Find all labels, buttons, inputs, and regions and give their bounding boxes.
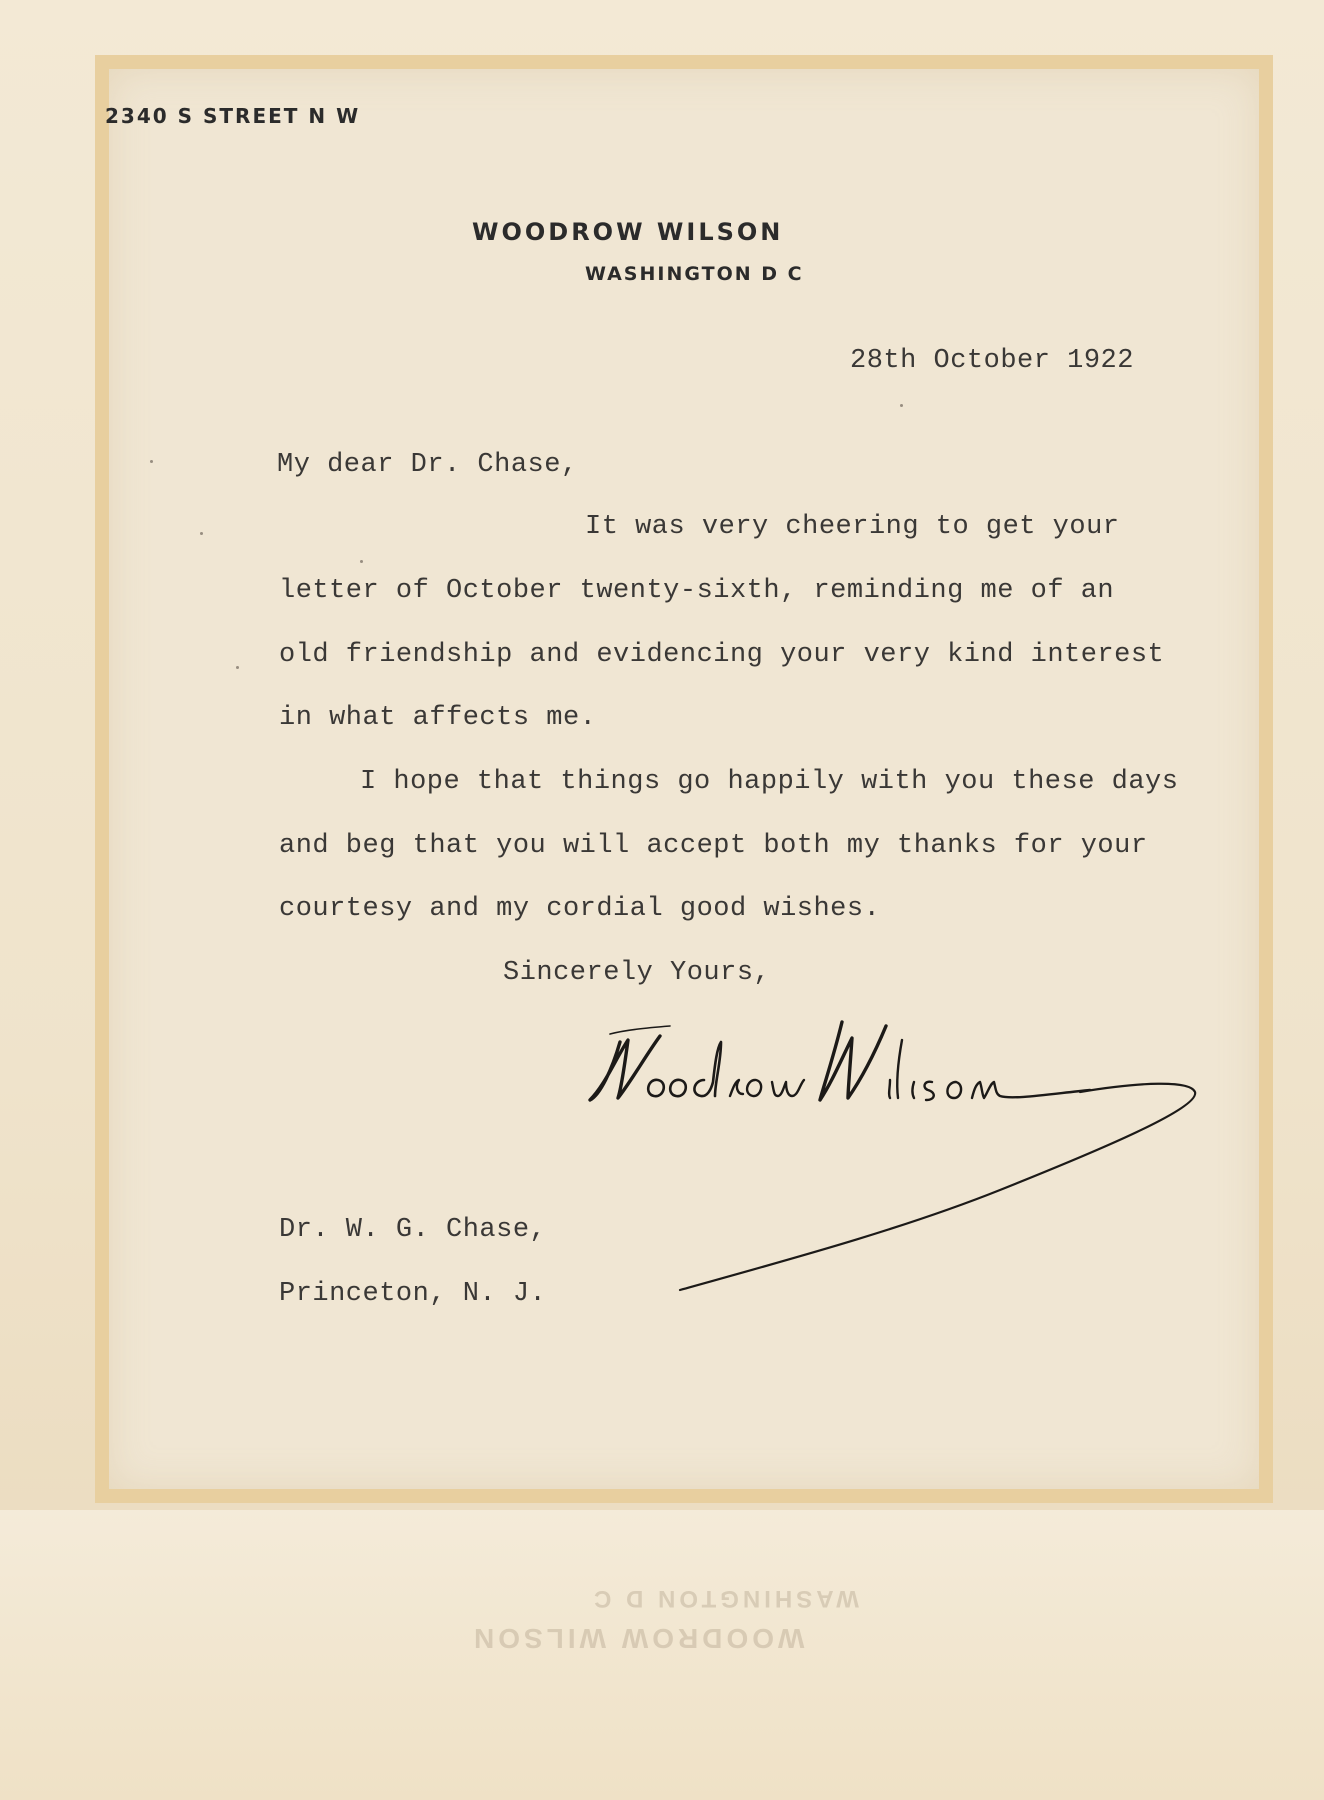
paper-speck: [900, 404, 903, 407]
letterhead-name: WOODROW WILSON: [472, 218, 784, 246]
paper-speck: [200, 532, 203, 535]
body-line: letter of October twenty-sixth, reminding me of an: [279, 576, 1115, 606]
body-line: and beg that you will accept both my thanks for your: [279, 831, 1148, 861]
body-line: I hope that things go happily with you these days: [360, 767, 1179, 797]
closing: Sincerely Yours,: [503, 958, 771, 988]
paper-speck: [360, 560, 363, 563]
body-line: old friendship and evidencing your very kind interest: [279, 640, 1165, 670]
paper-speck: [150, 460, 153, 463]
offset-ghost-line2: WOODROW WILSON: [470, 1623, 805, 1654]
letterhead-address: 2340 S STREET N W: [105, 104, 361, 128]
recipient-city: Princeton, N. J.: [279, 1279, 547, 1309]
lower-mount: [0, 1510, 1324, 1800]
recipient-name: Dr. W. G. Chase,: [279, 1215, 547, 1245]
offset-ghost-line1: WASHINGTON D C: [590, 1585, 859, 1612]
body-line: in what affects me.: [279, 703, 597, 733]
salutation: My dear Dr. Chase,: [277, 450, 578, 480]
signature: [580, 1000, 1260, 1300]
letter-date: 28th October 1922: [850, 346, 1134, 376]
paper-speck: [236, 666, 239, 669]
body-line: courtesy and my cordial good wishes.: [279, 894, 881, 924]
body-line: It was very cheering to get your: [585, 512, 1120, 542]
letterhead-city: WASHINGTON D C: [585, 263, 804, 285]
